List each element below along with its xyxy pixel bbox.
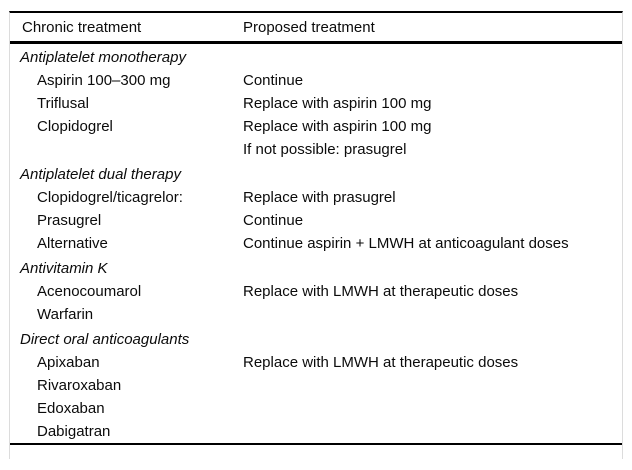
chronic-treatment-cell: Acenocoumarol: [37, 283, 142, 300]
chronic-treatment-cell: Triflusal: [37, 95, 89, 112]
table-row: [10, 280, 622, 303]
proposed-treatment-cell: Continue: [243, 212, 304, 229]
proposed-treatment-cell: If not possible: prasugrel: [243, 141, 407, 158]
table-row: [10, 69, 622, 92]
chronic-treatment-cell: Edoxaban: [37, 400, 105, 417]
table-row: [10, 209, 622, 232]
chronic-treatment-cell: Aspirin 100–300 mg: [37, 72, 171, 89]
column-header-proposed-treatment: Proposed treatment: [243, 18, 375, 36]
section-title-spacer: [243, 328, 622, 351]
section-title-row: [10, 328, 622, 351]
table-row: [10, 115, 622, 138]
section-title: Direct oral anticoagulants: [20, 331, 190, 348]
proposed-treatment-cell: [243, 303, 622, 326]
table-body: [10, 46, 622, 443]
proposed-treatment-cell: [243, 420, 622, 443]
table-row: [10, 420, 622, 443]
table-row: [10, 351, 622, 374]
proposed-treatment-cell: Replace with LMWH at therapeutic doses: [243, 283, 519, 300]
section-direct-oral-anticoagulants: [10, 328, 622, 443]
column-header-chronic-treatment: Chronic treatment: [22, 18, 142, 36]
section-antivitamin-k: [10, 257, 622, 326]
proposed-treatment-cell: Replace with prasugrel: [243, 189, 396, 206]
section-antiplatelet-dual-therapy: [10, 163, 622, 255]
section-title-spacer: [243, 163, 622, 186]
section-title: Antiplatelet dual therapy: [20, 166, 181, 183]
chronic-treatment-cell: Rivaroxaban: [37, 377, 122, 394]
proposed-treatment-cell: [243, 374, 622, 397]
proposed-treatment-cell: Replace with aspirin 100 mg: [243, 118, 432, 135]
table-header-row: [10, 13, 622, 41]
section-title-row: [10, 257, 622, 280]
bottom-rule: [10, 443, 622, 445]
table-row: [10, 92, 622, 115]
section-title: Antiplatelet monotherapy: [20, 49, 186, 66]
chronic-treatment-cell: Prasugrel: [37, 212, 102, 229]
section-title-spacer: [243, 257, 622, 280]
table-row: [10, 374, 622, 397]
proposed-treatment-cell: [243, 397, 622, 420]
table-row: [10, 186, 622, 209]
chronic-treatment-cell: Dabigatran: [37, 423, 111, 440]
proposed-treatment-cell: Replace with aspirin 100 mg: [243, 95, 432, 112]
chronic-treatment-cell: Warfarin: [37, 306, 94, 323]
table-row: [10, 138, 622, 161]
section-title-spacer: [243, 46, 622, 69]
chronic-treatment-cell: Clopidogrel/ticagrelor:: [37, 189, 183, 206]
header-separator-rule: [10, 41, 622, 44]
chronic-treatment-cell: [10, 138, 243, 161]
chronic-treatment-cell: Apixaban: [37, 354, 100, 371]
proposed-treatment-cell: Replace with LMWH at therapeutic doses: [243, 354, 519, 371]
section-title-row: [10, 163, 622, 186]
section-title: Antivitamin K: [20, 260, 108, 277]
proposed-treatment-cell: Continue aspirin + LMWH at anticoagulant doses: [243, 235, 569, 252]
treatment-table: [9, 11, 623, 459]
proposed-treatment-cell: Continue: [243, 72, 304, 89]
section-antiplatelet-monotherapy: [10, 46, 622, 161]
table-row: [10, 232, 622, 255]
chronic-treatment-cell: Clopidogrel: [37, 118, 113, 135]
section-title-row: [10, 46, 622, 69]
table-row: [10, 303, 622, 326]
table-row: [10, 397, 622, 420]
chronic-treatment-cell: Alternative: [37, 235, 108, 252]
